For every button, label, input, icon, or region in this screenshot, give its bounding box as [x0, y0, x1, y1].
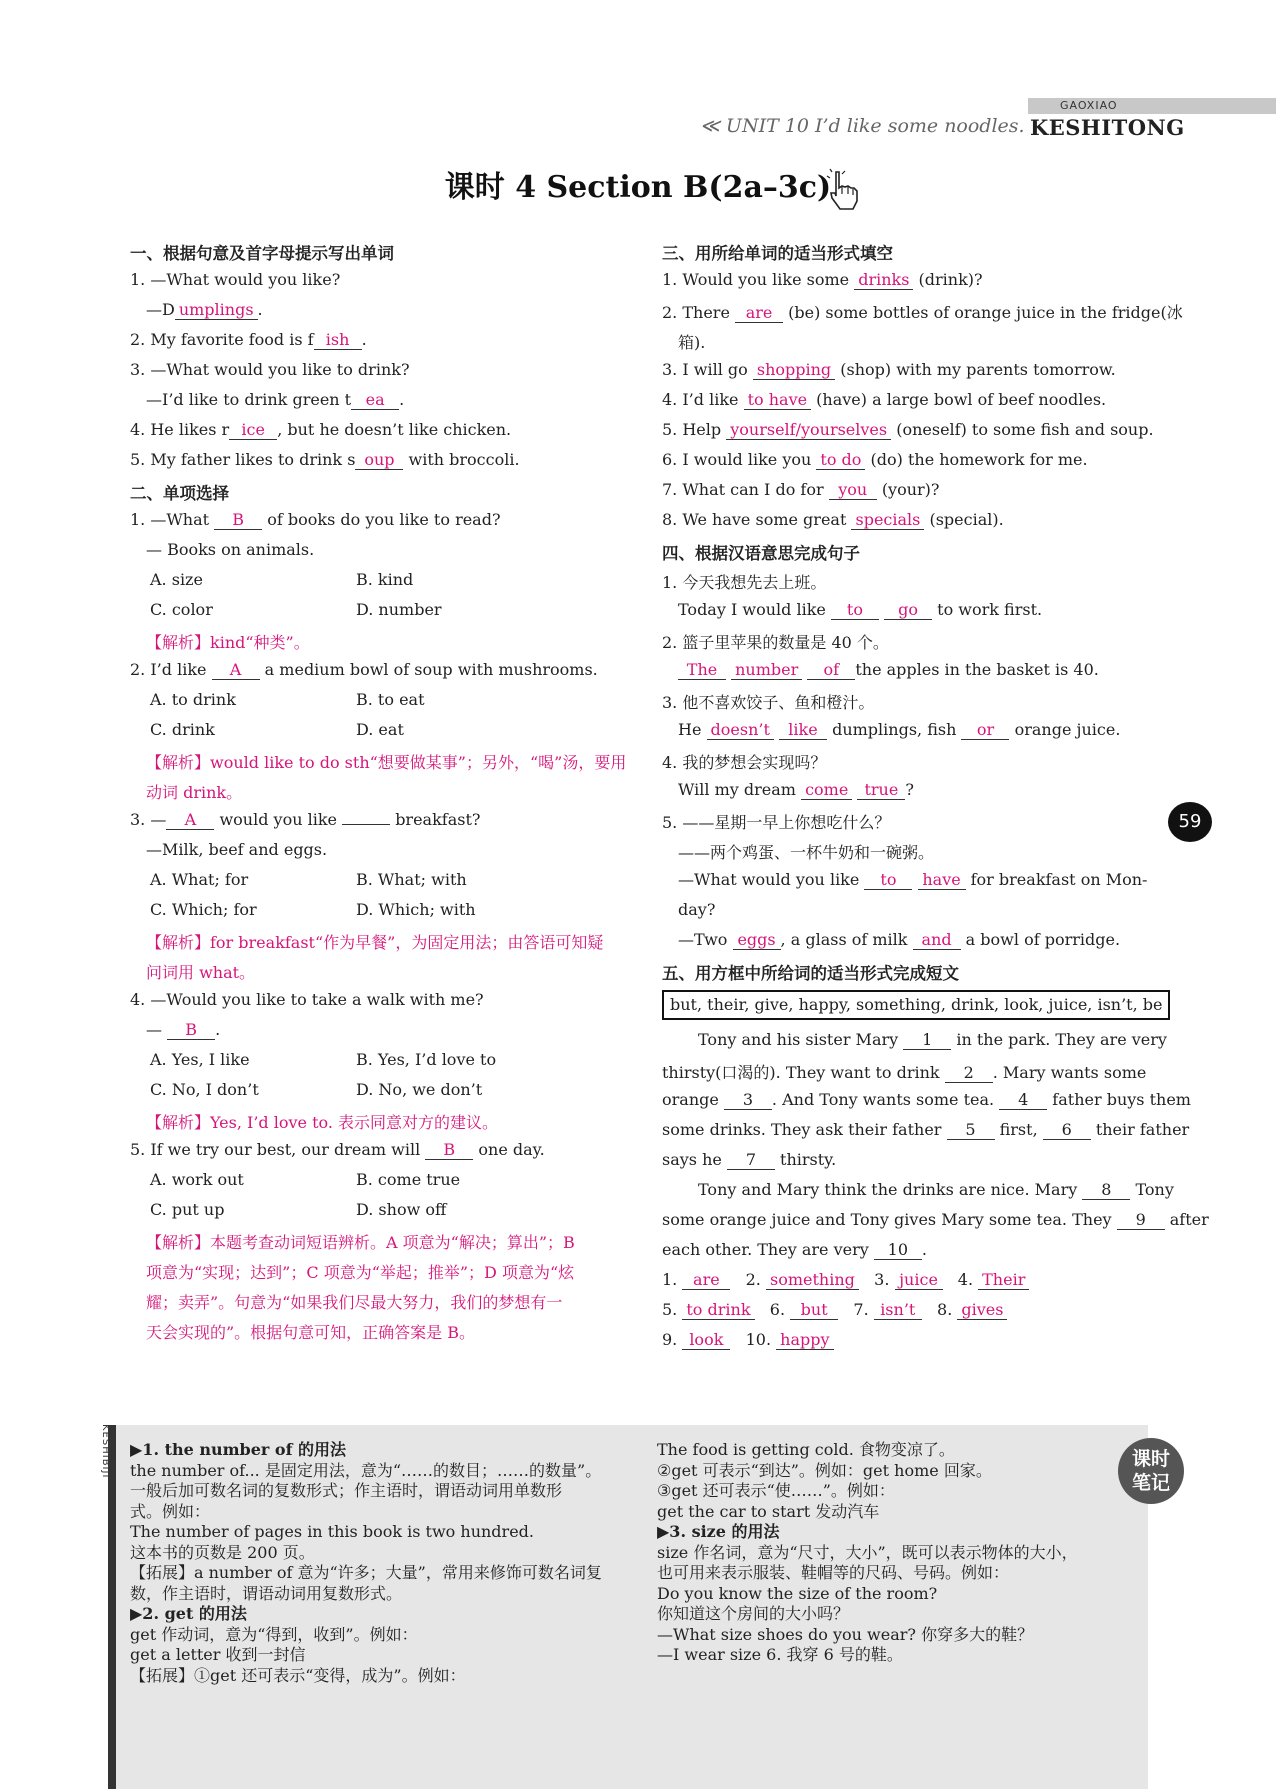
option: D. show off — [356, 1200, 447, 1219]
option: A. Yes, I like — [150, 1050, 250, 1069]
s3-item: 3. I will go shopping (shop) with my parents tomorrow. — [662, 360, 1116, 379]
s3-item: 2. There are (be) some bottles of orange juice in the fridge(冰 — [662, 303, 1183, 322]
passage-line: orange 3 . And Tony wants some tea. 4 father buys them — [662, 1090, 1191, 1109]
q2-explanation: 【解析】would like to do sth“想要做某事”；另外，“喝”汤，要用 — [146, 753, 627, 772]
s3-item: 4. I’d like to have (have) a large bowl of beef noodles. — [662, 390, 1107, 409]
answer-blank: happy — [776, 1331, 833, 1350]
answer-blank: but — [790, 1301, 838, 1320]
option: D. No, we don’t — [356, 1080, 483, 1099]
passage-blank: 4 — [999, 1091, 1047, 1110]
q5-explanation: 耀；卖弄”。句意为“如果我们尽最大努力，我们的梦想有一 — [146, 1293, 563, 1312]
answer-blank: to do — [816, 451, 865, 470]
s3-item: 6. I would like you to do (do) the homework for me. — [662, 450, 1088, 469]
answer-row: 1. are 2. something 3. juice 4. Their — [662, 1270, 1029, 1290]
answer-blank: to drink — [682, 1301, 754, 1320]
option: B. kind — [356, 570, 414, 589]
option: D. Which; with — [356, 900, 476, 919]
answer-row: 5. to drink 6. but 7. isn’t 8. gives — [662, 1300, 1007, 1320]
q5-stem: 5. If we try our best, our dream will B one day. — [130, 1140, 545, 1159]
answer-blank: A — [212, 661, 260, 680]
option: A. What; for — [150, 870, 249, 889]
answer-blank: doesn’t — [707, 721, 774, 740]
notes-left: ▶1. the number of 的用法 the number of... 是固定用法，意为“……的数目；……的数量”。 一般后加可数名词的复数形式；作主语时，谓语动词用单数形 式。例如： The number of pages in this book is two hundred. 这本书的页数是 200 页。 【拓展】a number of 意为“许多；大量”，常用来修饰可数名词复 数，作主语时，谓语动词用复数形式。 ▶2. get 的用法 get 作动词，意为“得到，收到”。例如： get a letter 收到一封信 【拓展】①get 还可表示“变得，成为”。例如： — [130, 1440, 602, 1685]
s4-cn: ——两个鸡蛋、一杯牛奶和一碗粥。 — [678, 843, 935, 862]
answer-blank: umplings — [175, 301, 258, 320]
header-brand-small: GAOXIAO — [1060, 99, 1118, 112]
option: B. come true — [356, 1170, 461, 1189]
section-4-heading: 四、根据汉语意思完成句子 — [662, 544, 860, 563]
q2-explanation: 动词 drink。 — [146, 783, 243, 802]
option: A. work out — [150, 1170, 244, 1189]
q1-answer-line: — Books on animals. — [146, 540, 315, 559]
option: C. No, I don’t — [150, 1080, 259, 1099]
page-number: 59 — [1168, 802, 1212, 842]
answer-row: 9. look 10. happy — [662, 1330, 834, 1350]
s1-item-3: 3. —What would you like to drink? — [130, 360, 410, 379]
section-2-heading: 二、单项选择 — [130, 484, 229, 503]
s4-en: —What would you like to have for breakfast on Mon- — [678, 870, 1148, 889]
s3-item: 8. We have some great specials (special). — [662, 510, 1004, 529]
s4-cn: 5. ——星期一早上你想吃什么？ — [662, 813, 891, 832]
answer-blank: to — [864, 871, 912, 890]
answer-blank: or — [961, 721, 1009, 740]
option: C. put up — [150, 1200, 225, 1219]
page-title: 课时 4 Section B(2a–3c) — [444, 170, 832, 205]
notes-bar — [108, 1425, 116, 1789]
q3-answer-line: —Milk, beef and eggs. — [146, 840, 328, 859]
option: C. color — [150, 600, 213, 619]
answer-blank: to have — [744, 391, 812, 410]
s1-item-2: 2. My favorite food is f ish . — [130, 330, 367, 349]
s3-item-cont: 箱). — [678, 333, 706, 352]
answer-blank — [342, 824, 390, 825]
q5-explanation: 天会实现的”。根据句意可知，正确答案是 B。 — [146, 1323, 476, 1342]
option: B. What; with — [356, 870, 467, 889]
option: B. to eat — [356, 690, 425, 709]
passage-line: some orange juice and Tony gives Mary some tea. They 9 after — [662, 1210, 1209, 1229]
answer-blank: true — [857, 781, 905, 800]
s4-en: Today I would like to go to work first. — [678, 600, 1043, 619]
answer-blank: something — [766, 1271, 859, 1290]
s3-item: 5. Help yourself/yourselves (oneself) to some fish and soup. — [662, 420, 1154, 439]
answer-blank: The — [678, 661, 726, 680]
option: B. Yes, I’d love to — [356, 1050, 497, 1069]
answer-blank: oup — [355, 451, 403, 470]
s4-en: The number of the apples in the basket is 40. — [678, 660, 1099, 680]
s3-item: 7. What can I do for you (your)? — [662, 480, 940, 499]
q3-explanation: 【解析】for breakfast“作为早餐”，为固定用法；由答语可知疑 — [146, 933, 604, 952]
passage-line: some drinks. They ask their father 5 first, 6 their father — [662, 1120, 1190, 1139]
answer-blank: A — [166, 811, 214, 830]
s4-en: day? — [678, 900, 716, 919]
q3-stem: 3. — A would you like breakfast? — [130, 810, 481, 829]
header-unit: ≪ UNIT 10 I’d like some noodles. — [700, 115, 1025, 137]
passage-blank: 7 — [727, 1151, 775, 1170]
answer-blank: look — [682, 1331, 730, 1350]
passage-line: says he 7 thirsty. — [662, 1150, 837, 1169]
answer-blank: B — [425, 1141, 473, 1160]
option: C. drink — [150, 720, 215, 739]
q5-explanation: 【解析】本题考查动词短语辨析。A 项意为“解决；算出”；B — [146, 1233, 575, 1252]
section-5-heading: 五、用方框中所给词的适当形式完成短文 — [662, 964, 959, 983]
answer-blank: go — [884, 601, 932, 620]
s4-en: He doesn’t like dumplings, fish or orange juice. — [678, 720, 1121, 739]
answer-blank: B — [167, 1021, 215, 1040]
answer-blank: shopping — [753, 361, 835, 380]
answer-blank: are — [735, 304, 783, 323]
s1-item-5: 5. My father likes to drink s oup with broccoli. — [130, 450, 520, 469]
section-3-heading: 三、用所给单词的适当形式填空 — [662, 244, 893, 263]
answer-blank: to — [831, 601, 879, 620]
option: D. eat — [356, 720, 404, 739]
notes-badge: 课时 笔记 — [1118, 1438, 1184, 1504]
answer-blank: juice — [895, 1271, 943, 1290]
q3-explanation: 问词用 what。 — [146, 963, 256, 982]
q5-explanation: 项意为“实现；达到”；C 项意为“举起；推举”；D 项意为“炫 — [146, 1263, 575, 1282]
passage-line: thirsty(口渴的). They want to drink 2 . Mary wants some — [662, 1063, 1147, 1082]
s4-cn: 2. 篮子里苹果的数量是 40 个。 — [662, 633, 889, 652]
option: A. size — [150, 570, 203, 589]
q1-stem: 1. —What B of books do you like to read? — [130, 510, 501, 529]
passage-blank: 8 — [1082, 1181, 1130, 1200]
q1-explanation: 【解析】kind“种类”。 — [146, 633, 310, 652]
s4-en: Will my dream come true ? — [678, 780, 914, 799]
answer-blank: yourself/yourselves — [726, 421, 891, 440]
passage-line: each other. They are very 10 . — [662, 1240, 927, 1259]
header-brand: KESHITONG — [1030, 115, 1185, 140]
s1-item-1b: —D umplings . — [146, 300, 263, 319]
answer-blank: gives — [957, 1301, 1007, 1320]
answer-blank: you — [829, 481, 877, 500]
notes-vertical-label: KESHIBIJI — [100, 1424, 111, 1479]
answer-blank: are — [682, 1271, 730, 1290]
passage-blank: 2 — [945, 1064, 993, 1083]
pointing-hand-icon — [826, 168, 866, 212]
s1-item-1: 1. —What would you like? — [130, 270, 341, 289]
s1-item-3b: —I’d like to drink green t ea . — [146, 390, 405, 409]
answer-blank: and — [913, 931, 961, 950]
option: A. to drink — [150, 690, 236, 709]
option: D. number — [356, 600, 442, 619]
answer-blank: B — [214, 511, 262, 530]
s4-cn: 1. 今天我想先去上班。 — [662, 573, 827, 592]
answer-blank: isn’t — [874, 1301, 922, 1320]
option: C. Which; for — [150, 900, 257, 919]
passage-blank: 9 — [1117, 1211, 1165, 1230]
passage-blank: 1 — [903, 1031, 951, 1050]
passage-blank: 10 — [874, 1241, 922, 1260]
answer-blank: ice — [229, 421, 277, 440]
s4-en: —Two eggs , a glass of milk and a bowl of porridge. — [678, 930, 1121, 949]
answer-blank: drinks — [854, 271, 913, 290]
answer-blank: have — [918, 871, 966, 890]
passage-blank: 5 — [947, 1121, 995, 1140]
answer-blank: like — [779, 721, 827, 740]
word-box: but, their, give, happy, something, drink, look, juice, isn’t, be — [662, 990, 1170, 1020]
passage-blank: 3 — [724, 1091, 772, 1110]
q2-stem: 2. I’d like A a medium bowl of soup with mushrooms. — [130, 660, 598, 679]
answer-blank: ish — [314, 331, 362, 350]
answer-blank: eggs — [733, 931, 781, 950]
s3-item: 1. Would you like some drinks (drink)? — [662, 270, 983, 289]
q4-explanation: 【解析】Yes, I’d love to. 表示同意对方的建议。 — [146, 1113, 499, 1132]
answer-blank: Their — [978, 1271, 1029, 1290]
answer-blank: number — [731, 661, 802, 680]
notes-right: The food is getting cold. 食物变凉了。 ②get 可表示“到达”。例如：get home 回家。 ③get 还可表示“使……”。例如： get the car to start 发动汽车 ▶3. size 的用法 size 作名词，意为“尺寸，大小”，既可以表示物体的大小， 也可用来表示服装、鞋帽等的尺码、号码。例如： Do you know the size of the room? 你知道这个房间的大小吗？ —What size shoes do you wear? 你穿多大的鞋？ —I wear size 6. 我穿 6 号的鞋。 — [657, 1440, 1078, 1664]
section-1-heading: 一、根据句意及首字母提示写出单词 — [130, 244, 394, 263]
passage-line: Tony and Mary think the drinks are nice. Mary 8 Tony — [698, 1180, 1174, 1199]
passage-line: Tony and his sister Mary 1 in the park. They are very — [698, 1030, 1167, 1049]
s4-cn: 4. 我的梦想会实现吗？ — [662, 753, 827, 772]
answer-blank: ea — [351, 391, 399, 410]
answer-blank: of — [807, 661, 855, 680]
s1-item-4: 4. He likes r ice , but he doesn’t like chicken. — [130, 420, 512, 439]
answer-blank: come — [801, 781, 852, 800]
s4-cn: 3. 他不喜欢饺子、鱼和橙汁。 — [662, 693, 875, 712]
passage-blank: 6 — [1043, 1121, 1091, 1140]
q4-answer-line: — B . — [146, 1020, 221, 1039]
answer-blank: specials — [851, 511, 924, 530]
q4-stem: 4. —Would you like to take a walk with me? — [130, 990, 484, 1009]
